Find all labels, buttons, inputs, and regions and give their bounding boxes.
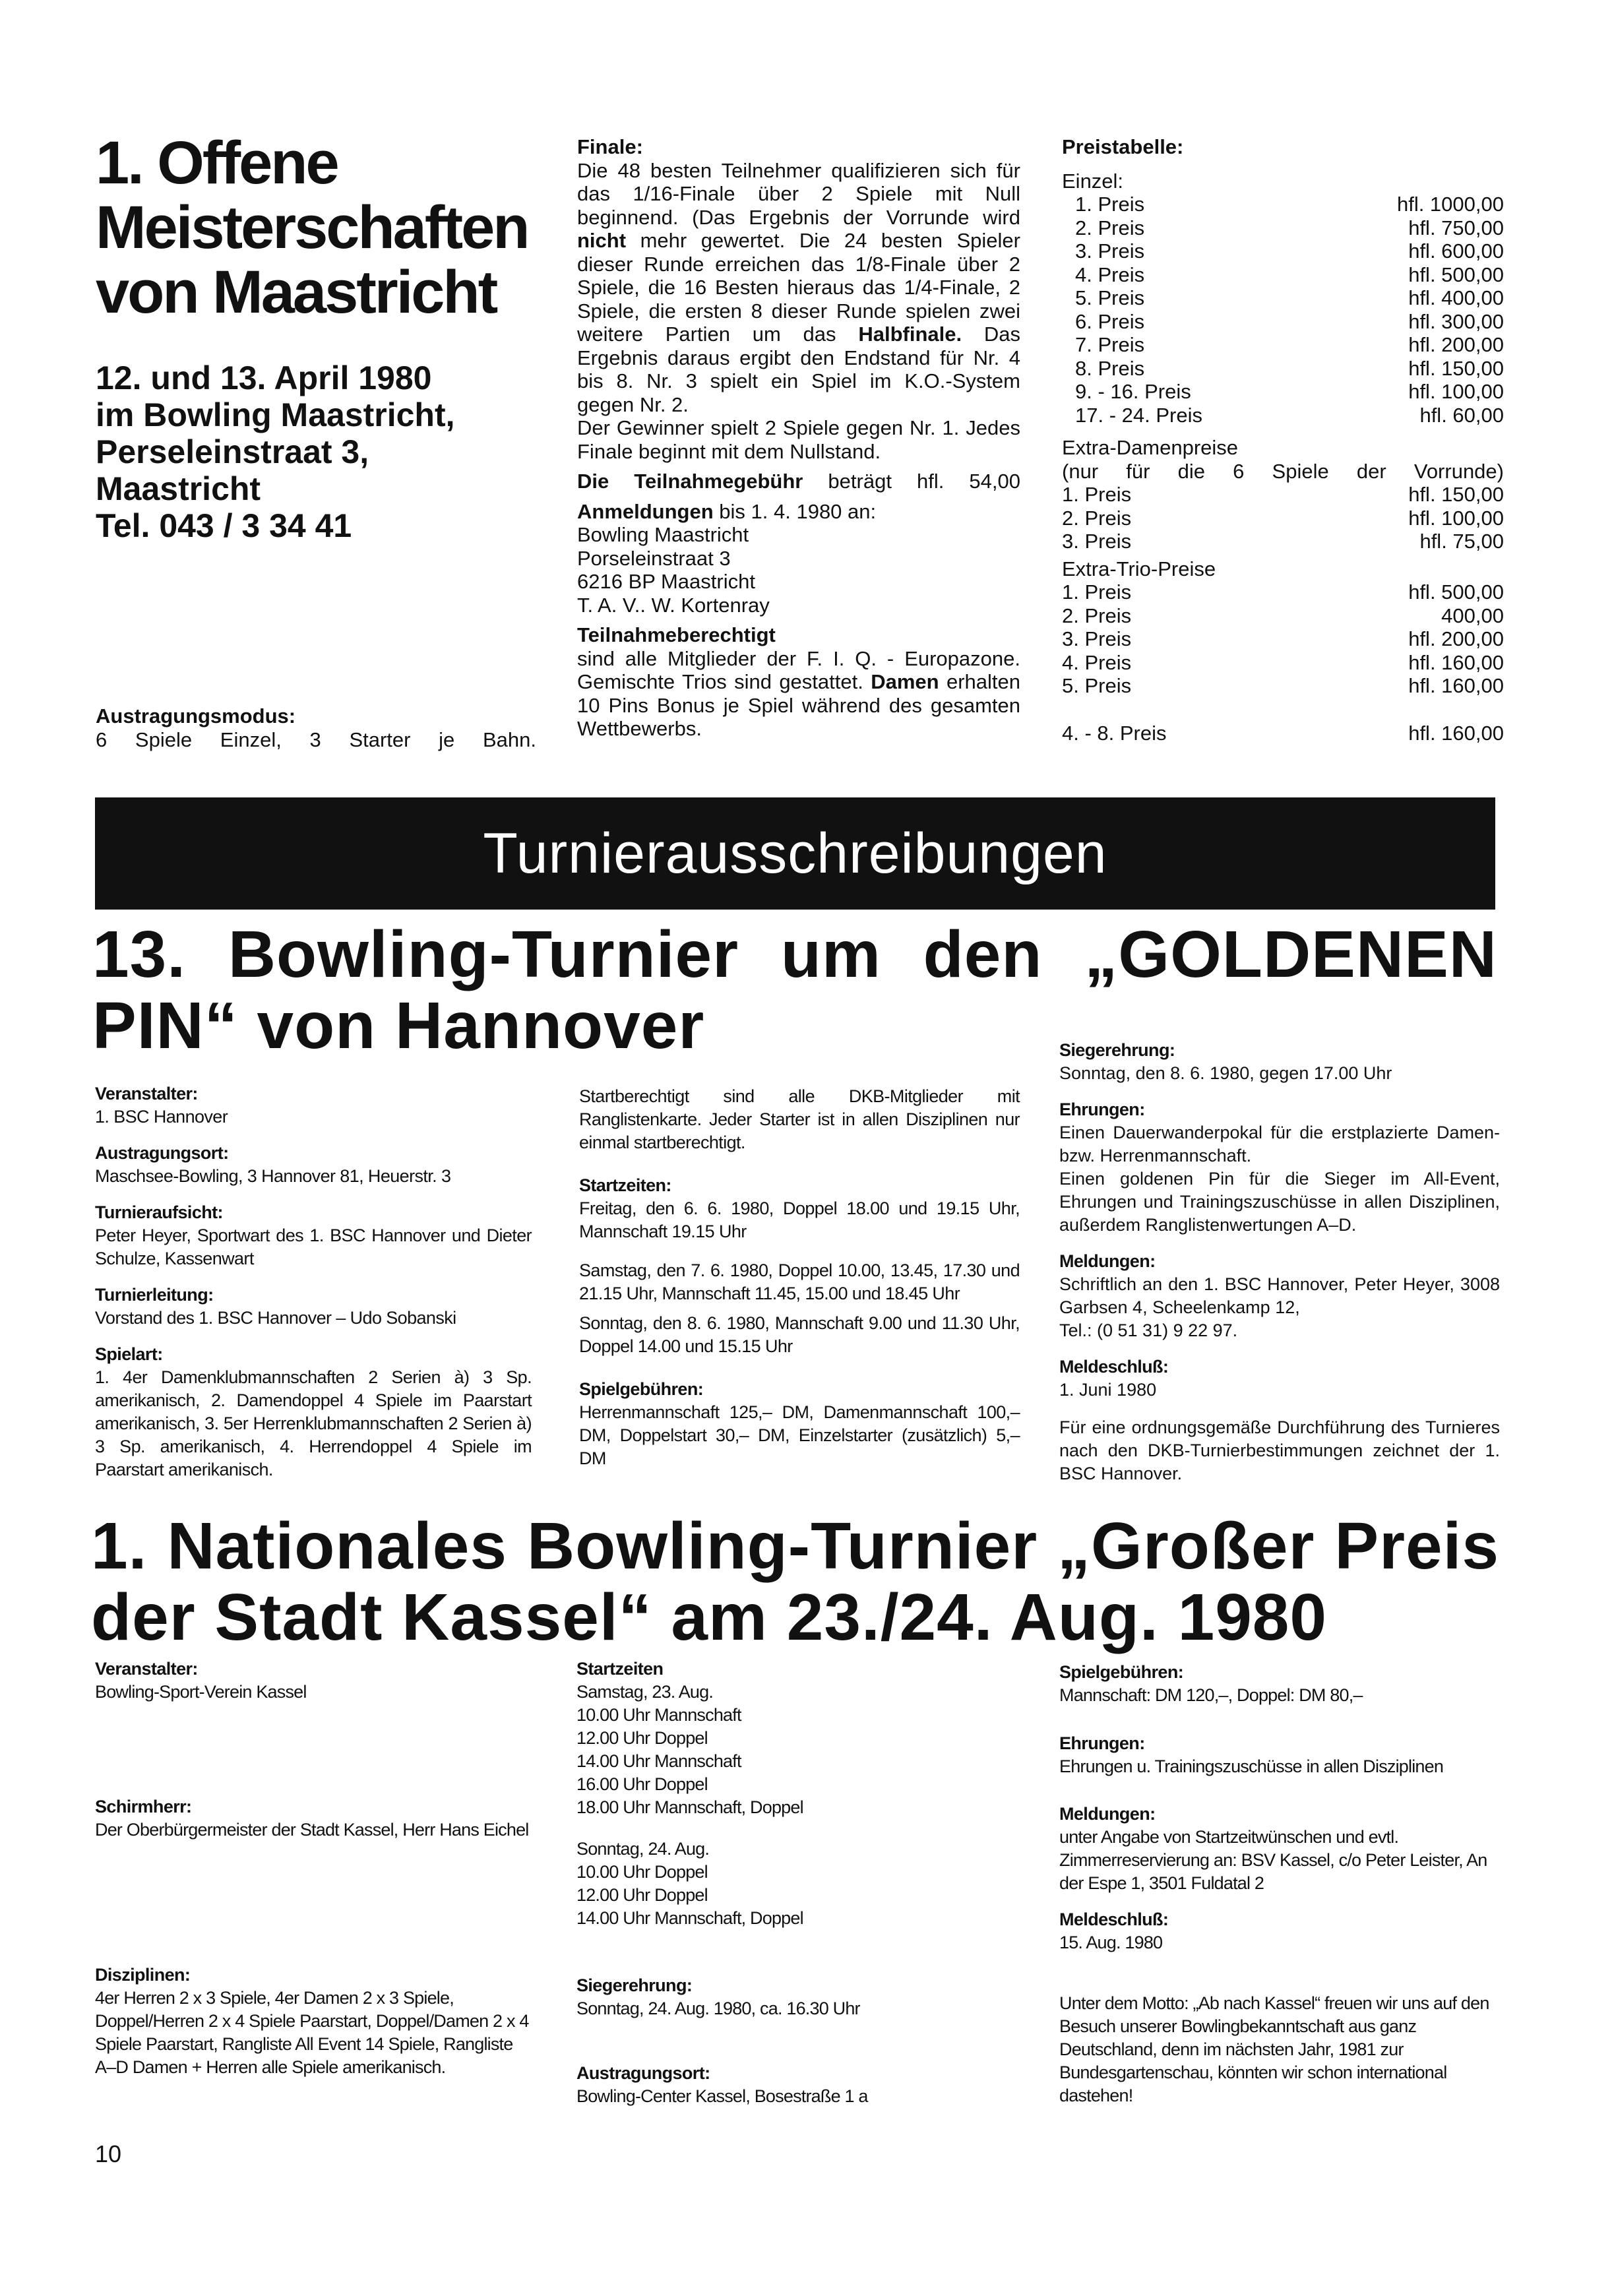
title-line: von Maastricht xyxy=(96,259,497,326)
hannover-section xyxy=(1059,1098,1500,1237)
section-heading: Ehrungen: xyxy=(1059,1733,1145,1753)
price-value: hfl. 500,00 xyxy=(1408,263,1504,286)
austragungsmodus xyxy=(96,704,536,751)
address-line: Porseleinstraat 3 xyxy=(577,546,731,570)
section-heading: Spielgebühren: xyxy=(1059,1662,1184,1682)
section-heading: Meldungen: xyxy=(1059,1804,1156,1824)
address-line: Bowling Maastricht xyxy=(577,523,749,546)
text: erhalten 10 Pins Bonus je Spiel während des gesamten Wettbewerbs. xyxy=(577,670,1021,740)
price-label: 1. Preis xyxy=(1075,193,1145,216)
kassel-siegerehrung xyxy=(576,1974,1017,2020)
section-text: Der Oberbürgermeister der Stadt Kassel, Herr Hans Eichel xyxy=(95,1820,529,1840)
hannover-section xyxy=(95,1284,532,1330)
section-heading: Siegerehrung: xyxy=(1059,1040,1175,1060)
title-line: 13. Bowling-Turnier um den „GOLDENEN xyxy=(92,917,1497,991)
text: sind alle Mitglieder der F. I. Q. - Europazone. Gemischte Trios sind gestattet. xyxy=(577,646,1020,693)
section-heading: Finale: xyxy=(577,135,643,158)
schedule-item: Samstag, den 7. 6. 1980, Doppel 10.00, 13.45, 17.30 und 21.15 Uhr, Mannschaft 11.45, 15.00 und 18.45 Uhr xyxy=(579,1260,1020,1303)
schedule-line: Sonntag, 24. Aug. xyxy=(576,1839,710,1859)
price-row xyxy=(1075,239,1504,263)
kassel-startzeiten xyxy=(576,1658,1017,1930)
title-line: der Stadt Kassel“ am 23./24. Aug. 1980 xyxy=(91,1580,1328,1654)
price-value: hfl. 100,00 xyxy=(1408,380,1504,403)
section-text: Einen Dauerwanderpokal für die erstplazierte Damen- bzw. Herrenmannschaft. xyxy=(1059,1123,1500,1165)
fee-line xyxy=(577,470,1020,493)
subtitle-line: Maastricht xyxy=(96,470,261,507)
price-value: hfl. 750,00 xyxy=(1408,216,1504,239)
section-text: 1. BSC Hannover xyxy=(95,1107,228,1127)
price-value: hfl. 150,00 xyxy=(1408,483,1504,506)
maastricht-middle-column xyxy=(577,135,1020,747)
bold-text: Die Teilnahmegebühr xyxy=(577,470,803,493)
price-row xyxy=(1062,604,1504,628)
kassel-title xyxy=(91,1510,1499,1653)
price-row xyxy=(1075,193,1504,216)
price-row xyxy=(1075,310,1504,334)
bold-text: Anmeldungen xyxy=(577,499,714,523)
price-row xyxy=(1062,674,1504,698)
damen-list xyxy=(1062,483,1504,553)
price-row xyxy=(1062,722,1504,745)
price-label: 3. Preis xyxy=(1075,239,1145,263)
section-text: Sonntag, 24. Aug. 1980, ca. 16.30 Uhr xyxy=(576,1999,860,2018)
hannover-column-3 xyxy=(1059,1039,1500,1485)
price-label: 17. - 24. Preis xyxy=(1075,403,1202,427)
schedule-line: 10.00 Uhr Doppel xyxy=(576,1862,708,1882)
kassel-motto: Unter dem Motto: „Ab nach Kassel“ freuen wir uns auf den Besuch unserer Bowlingbekanntschaft aus ganz Deutschland, denn im nächsten Jahr, 1981 zur Bundesgartenschau, könnten wir schon international dastehen! xyxy=(1059,1993,1489,2105)
section-text: Vorstand des 1. BSC Hannover – Udo Sobanski xyxy=(95,1308,456,1328)
section-heading: Austragungsort: xyxy=(576,2063,710,2083)
kassel-austragungsort xyxy=(576,2062,1017,2108)
section-heading: Startzeiten xyxy=(576,1659,664,1679)
price-row xyxy=(1062,530,1504,553)
price-row xyxy=(1075,216,1504,240)
price-value: hfl. 160,00 xyxy=(1408,650,1504,674)
price-row xyxy=(1062,483,1504,507)
price-label: 3. Preis xyxy=(1062,627,1132,650)
price-label: 1. Preis xyxy=(1062,483,1132,506)
preistabelle xyxy=(1062,135,1504,745)
section-heading: Startzeiten: xyxy=(579,1175,671,1195)
title-line: 1. Nationales Bowling-Turnier „Großer Preis xyxy=(91,1509,1499,1583)
title-line: 1. Offene xyxy=(96,129,338,197)
closing-text: Für eine ordnungsgemäße Durchführung des Turnieres nach den DKB-Turnierbestimmungen zeichnet der 1. BSC Hannover. xyxy=(1059,1417,1500,1483)
section-text: Schriftlich an den 1. BSC Hannover, Peter Heyer, 3008 Garbsen 4, Scheelenkamp 12, xyxy=(1059,1274,1500,1317)
price-value: hfl. 200,00 xyxy=(1408,333,1504,356)
text: beträgt hfl. 54,00 xyxy=(803,470,1021,493)
price-value: hfl. 600,00 xyxy=(1408,239,1504,263)
price-row xyxy=(1062,580,1504,604)
price-value: hfl. 160,00 xyxy=(1408,721,1504,745)
group-label: Einzel: xyxy=(1062,169,1124,193)
section-heading: Schirmherr: xyxy=(95,1797,192,1816)
price-value: hfl. 75,00 xyxy=(1419,530,1504,553)
section-heading: Turnieraufsicht: xyxy=(95,1202,223,1222)
price-row xyxy=(1075,357,1504,381)
price-row xyxy=(1075,404,1504,427)
price-label: 7. Preis xyxy=(1075,333,1145,356)
kassel-ehrungen xyxy=(1059,1732,1500,1778)
section-text: 1. 4er Damenklubmannschaften 2 Serien à) 3 Sp. amerikanisch, 2. Damendoppel 4 Spiele im Paarstart amerikanisch, 3. 5er Herrenklubmannschaften 2 Serien à) 3 Sp. amerikanisch, 4. Herrendoppel 4 Spiele im Paarstart amerikanisch. xyxy=(95,1367,532,1479)
schedule-line: Samstag, 23. Aug. xyxy=(576,1682,714,1702)
price-label: 3. Preis xyxy=(1062,530,1132,553)
price-label: 5. Preis xyxy=(1075,286,1145,309)
price-row xyxy=(1062,627,1504,651)
hannover-section xyxy=(1059,1355,1500,1402)
text: Das Ergebnis daraus ergibt den Endstand für Nr. 4 bis 8. Nr. 3 spielt ein Spiel im K.O.-System gegen Nr. 2. xyxy=(577,323,1021,416)
schedule-line: 12.00 Uhr Doppel xyxy=(576,1885,708,1905)
subtitle-line: Tel. 043 / 3 34 41 xyxy=(96,507,352,544)
price-value: hfl. 200,00 xyxy=(1408,627,1504,650)
hannover-section xyxy=(1059,1250,1500,1342)
title-line: Meisterschaften xyxy=(96,194,528,261)
subtitle-line: Perseleinstraat 3, xyxy=(96,433,369,470)
section-text: 1. Juni 1980 xyxy=(1059,1380,1157,1400)
section-text: Sonntag, den 8. 6. 1980, gegen 17.00 Uhr xyxy=(1059,1063,1392,1083)
section-heading: Preistabelle: xyxy=(1062,135,1184,158)
title-line: PIN“ von Hannover xyxy=(92,989,705,1063)
kassel-schirmherr xyxy=(95,1795,532,1842)
schedule-line: 16.00 Uhr Doppel xyxy=(576,1774,708,1794)
teilnahme-section xyxy=(577,623,1020,741)
subtitle-line: 12. und 13. April 1980 xyxy=(96,359,432,396)
intro-text: Startberechtigt sind alle DKB-Mitglieder mit Ranglistenkarte. Jeder Starter ist in allen Disziplinen nur einmal startberechtigt. xyxy=(579,1086,1020,1152)
anmeldungen-section xyxy=(577,500,1020,617)
page-number: 10 xyxy=(95,2140,122,2167)
price-value: 400,00 xyxy=(1441,604,1504,627)
price-value: hfl. 1000,00 xyxy=(1396,193,1504,216)
schedule-line: 18.00 Uhr Mannschaft, Doppel xyxy=(576,1797,803,1817)
section-heading: Ehrungen: xyxy=(1059,1100,1145,1119)
text: Der Gewinner spielt 2 Spiele gegen Nr. 1. Jedes Finale beginnt mit dem Nullstand. xyxy=(577,416,1020,463)
section-heading: Disziplinen: xyxy=(95,1965,191,1985)
section-text: Ehrungen u. Trainingszuschüsse in allen Disziplinen xyxy=(1059,1756,1444,1776)
maastricht-subtitle xyxy=(96,359,455,544)
price-row xyxy=(1075,263,1504,287)
subtitle-line: im Bowling Maastricht, xyxy=(96,396,455,433)
address-line: T. A. V.. W. Kortenray xyxy=(577,593,770,617)
text: Die 48 besten Teilnehmer qualifizieren sich für das 1/16-Finale über 2 Spiele mit Null beginnend. (Das Ergebnis der Vorrunde wird xyxy=(577,158,1020,229)
trio-list xyxy=(1062,580,1504,698)
price-row xyxy=(1062,507,1504,530)
bold-text: Damen xyxy=(871,670,939,693)
section-heading: Meldungen: xyxy=(1059,1251,1156,1271)
hannover-section xyxy=(95,1343,532,1481)
price-row xyxy=(1075,380,1504,404)
price-row xyxy=(1062,651,1504,675)
price-value: hfl. 300,00 xyxy=(1408,309,1504,333)
section-heading: Austragungsort: xyxy=(95,1143,229,1163)
section-text: 4er Herren 2 x 3 Spiele, 4er Damen 2 x 3 Spiele, Doppel/Herren 2 x 4 Spiele Paarstart, Doppel/Damen 2 x 4 Spiele Paarstart, Rangliste All Event 14 Spiele, Rangliste A–D Damen + Herren alle Spiele amerikanisch. xyxy=(95,1988,529,2077)
price-label: 4. - 8. Preis xyxy=(1062,721,1167,745)
address-line: 6216 BP Maastricht xyxy=(577,570,755,593)
price-label: 1. Preis xyxy=(1062,580,1132,604)
section-heading: Turnierleitung: xyxy=(95,1285,214,1305)
kassel-meldungen xyxy=(1059,1803,1500,1895)
hannover-column-2 xyxy=(579,1085,1020,1470)
schedule-line: 10.00 Uhr Mannschaft xyxy=(576,1705,741,1725)
kassel-meldeschluss xyxy=(1059,1908,1500,1954)
price-label: 6. Preis xyxy=(1075,309,1145,333)
schedule-line: 14.00 Uhr Mannschaft, Doppel xyxy=(576,1908,803,1928)
price-row xyxy=(1075,286,1504,310)
price-value: hfl. 500,00 xyxy=(1408,580,1504,604)
section-heading: Austragungsmodus: xyxy=(96,704,296,728)
finale-section xyxy=(577,135,1020,463)
price-value: hfl. 400,00 xyxy=(1408,286,1504,309)
group-note: (nur für die 6 Spiele der Vorrunde) xyxy=(1062,459,1504,483)
schedule-line: 14.00 Uhr Mannschaft xyxy=(576,1751,741,1771)
price-value: hfl. 160,00 xyxy=(1408,674,1504,697)
section-text: 15. Aug. 1980 xyxy=(1059,1933,1163,1952)
kassel-spielgebuehren xyxy=(1059,1661,1500,1707)
section-heading: Spielgebühren: xyxy=(579,1379,704,1399)
kassel-veranstalter xyxy=(95,1658,532,1704)
section-heading: Spielart: xyxy=(95,1344,163,1364)
hannover-section xyxy=(95,1201,532,1270)
section-text: Einen goldenen Pin für die Sieger im All-Event, Ehrungen und Trainingszuschüsse in allen Disziplinen, außerdem Ranglistenwertungen A–D. xyxy=(1059,1169,1500,1235)
price-label: 8. Preis xyxy=(1075,356,1145,380)
section-text: Bowling-Sport-Verein Kassel xyxy=(95,1682,307,1702)
price-value: hfl. 60,00 xyxy=(1419,403,1504,427)
price-value: hfl. 150,00 xyxy=(1408,356,1504,380)
price-label: 5. Preis xyxy=(1062,674,1132,697)
section-text: unter Angabe von Startzeitwünschen und evtl. Zimmerreservierung an: BSV Kassel, c/o Peter Leister, An der Espe 1, 3501 Fuldatal 2 xyxy=(1059,1827,1487,1893)
bold-text: nicht xyxy=(577,229,627,252)
section-text: Tel.: (0 51 31) 9 22 97. xyxy=(1059,1320,1238,1340)
section-text: 6 Spiele Einzel, 3 Starter je Bahn. xyxy=(96,728,536,751)
section-heading: Teilnahmeberechtigt xyxy=(577,623,776,646)
price-label: 4. Preis xyxy=(1075,263,1145,286)
group-label: Extra-Damenpreise xyxy=(1062,436,1239,459)
text: mehr gewertet. Die 24 besten Spieler dieser Runde erreichen das 1/8-Finale über 2 Spiele, die 16 Besten hieraus das 1/4-Finale, 2 Spiele, die ersten 8 dieser Runde spielen zwei weitere Partien um das xyxy=(577,229,1020,346)
hannover-section xyxy=(95,1082,532,1129)
section-text: Bowling-Center Kassel, Bosestraße 1 a xyxy=(576,2086,868,2106)
section-heading: Siegerehrung: xyxy=(576,1975,693,1995)
section-heading: Meldeschluß: xyxy=(1059,1909,1169,1929)
price-label: 2. Preis xyxy=(1062,506,1132,530)
section-text: Mannschaft: DM 120,–, Doppel: DM 80,– xyxy=(1059,1685,1363,1705)
price-label: 2. Preis xyxy=(1075,216,1145,239)
hannover-column-1 xyxy=(95,1082,532,1495)
price-label: 9. - 16. Preis xyxy=(1075,380,1191,403)
maastricht-title xyxy=(96,131,528,325)
section-heading: Veranstalter: xyxy=(95,1084,198,1103)
section-text: Herrenmannschaft 125,– DM, Damenmannschaft 100,– DM, Doppelstart 30,– DM, Einzelstarter (zusätzlich) 5,– DM xyxy=(579,1402,1020,1468)
price-label: 2. Preis xyxy=(1062,604,1132,627)
section-banner: Turnierausschreibungen xyxy=(95,797,1495,910)
kassel-disziplinen xyxy=(95,1964,532,2079)
section-text: Maschsee-Bowling, 3 Hannover 81, Heuerstr. 3 xyxy=(95,1166,451,1186)
price-value: hfl. 100,00 xyxy=(1408,506,1504,530)
schedule-item: Sonntag, den 8. 6. 1980, Mannschaft 9.00 und 11.30 Uhr, Doppel 14.00 und 15.15 Uhr xyxy=(579,1313,1020,1356)
schedule-item: Freitag, den 6. 6. 1980, Doppel 18.00 und 19.15 Uhr, Mannschaft 19.15 Uhr xyxy=(579,1198,1020,1241)
bold-text: Halbfinale. xyxy=(858,323,962,346)
schedule-line: 12.00 Uhr Doppel xyxy=(576,1728,708,1748)
section-heading: Veranstalter: xyxy=(95,1659,198,1679)
section-heading: Meldeschluß: xyxy=(1059,1357,1169,1377)
text: bis 1. 4. 1980 an: xyxy=(713,499,877,523)
hannover-section xyxy=(95,1142,532,1188)
einzel-list xyxy=(1062,193,1504,427)
price-label: 4. Preis xyxy=(1062,650,1132,674)
group-label: Extra-Trio-Preise xyxy=(1062,557,1216,580)
price-row xyxy=(1075,333,1504,357)
hannover-section xyxy=(1059,1039,1500,1085)
section-text: Peter Heyer, Sportwart des 1. BSC Hannover und Dieter Schulze, Kassenwart xyxy=(95,1226,532,1268)
